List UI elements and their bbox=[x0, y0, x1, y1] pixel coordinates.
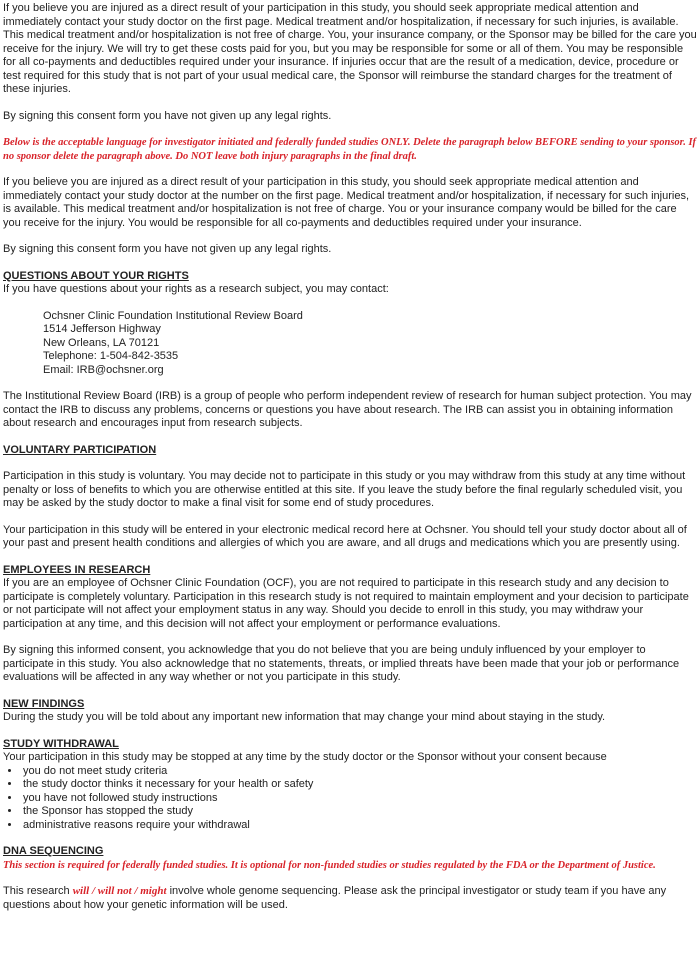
dna-sequencing-heading: DNA SEQUENCING bbox=[3, 845, 104, 857]
study-withdrawal-heading: STUDY WITHDRAWAL bbox=[3, 737, 119, 750]
dna-section-editor-note: This section is required for federally funded studies. It is optional for non-funded studies or studies regulated by the FDA or the Department of Justice. bbox=[3, 859, 656, 871]
injury-sponsor-paragraph: If you believe you are injured as a direct result of your participation in this study, you should seek appropriate medical attention and immediately contact your study doctor on the first page. Medical treatment and/or hospitalization, if necessary for such injuries, is available. This medical treatment and/or hospitalization is not free of charge. You, your insurance company, or the Sponsor may be billed for the care you receive for the injury. We will try to get these costs paid for you, but you may be responsible for some or all of them. You may be responsible for all co-payments and deductibles required under your insurance. If injuries occur that are the result of a medication, device, procedure or test required for this study that is not part of your usual medical care, the Sponsor will reimburse the standard charges for the treatment of these injuries. bbox=[3, 2, 697, 95]
withdrawal-reasons-list bbox=[3, 765, 697, 833]
withdrawal-reason-item: • you have not followed study instructions bbox=[21, 792, 697, 806]
employees-paragraph-1: If you are an employee of Ochsner Clinic Foundation (OCF), you are not required to participate in this research study and any decision to participate is completely voluntary. Participation in this research study is not required to maintain employment and your decision to participate or not participate will not affect your employment status in any way. Should you decide to enroll in this study, you may withdraw your participation at any time, and this decision will not affect your employment or performance evaluations. bbox=[3, 577, 689, 630]
dna-paragraph-suffix: involve whole genome sequencing. Please ask the principal investigator or study team if you have any questions about how your genetic information will be used. bbox=[3, 885, 667, 911]
irb-contact-block bbox=[43, 310, 697, 378]
injury-investigator-paragraph: If you believe you are injured as a direct result of your participation in this study, you should seek appropriate medical attention and immediately contact your study doctor at the number on the first page. Medical treatment and/or hospitalization, if necessary for such injuries, is available. This medical treatment and/or hospitalization is not free of charge. You or your insurance company would be billed for the care you receive for the injury. You would be responsible for all co-payments and deductibles required under your insurance. bbox=[3, 176, 690, 229]
dna-will-willnot-might-choice: will / will not / might bbox=[72, 885, 167, 897]
employees-in-research-heading: EMPLOYEES IN RESEARCH bbox=[3, 563, 151, 576]
employees-paragraph-2: By signing this informed consent, you acknowledge that you do not believe that you are being unduly influenced by your employer to participate in this study. You also acknowledge that no statements, threats, or implied threats have been made that your job or performance evaluations will be affected in any way whether or not you participate in this study. bbox=[3, 644, 680, 683]
study-withdrawal-intro: Your participation in this study may be stopped at any time by the study doctor or the Sponsor without your consent because bbox=[3, 751, 607, 763]
irb-phone-line: Telephone: 1-504-842-3535 bbox=[43, 350, 179, 362]
voluntary-participation-heading: VOLUNTARY PARTICIPATION bbox=[3, 443, 157, 456]
irb-org-line: Ochsner Clinic Foundation Institutional Review Board bbox=[43, 309, 303, 322]
irb-city-line: New Orleans, LA 70121 bbox=[43, 336, 160, 349]
legal-rights-statement-2: By signing this consent form you have not given up any legal rights. bbox=[3, 243, 332, 255]
questions-about-rights-heading: QUESTIONS ABOUT YOUR RIGHTS bbox=[3, 269, 189, 282]
legal-rights-statement-1: By signing this consent form you have not given up any legal rights. bbox=[3, 109, 332, 122]
dna-sequencing-paragraph bbox=[3, 885, 697, 912]
voluntary-participation-paragraph-2: Your participation in this study will be entered in your electronic medical record here at Ochsner. You should tell your study doctor about all of your past and present health conditions and allergies of which you are aware, and all drugs and medications which you are presently using. bbox=[3, 523, 687, 549]
withdrawal-reason-item: • you do not meet study criteria bbox=[21, 765, 697, 779]
irb-description-paragraph: The Institutional Review Board (IRB) is a group of people who perform independent review of research for human subject protection. You may contact the IRB to discuss any problems, concerns or questions you have about research. The IRB can assist you in obtaining information about research and encourages input from research subjects. bbox=[3, 390, 692, 429]
irb-email-line: Email: IRB@ochsner.org bbox=[43, 363, 164, 376]
withdrawal-reason-item: • the Sponsor has stopped the study bbox=[21, 805, 697, 819]
voluntary-participation-paragraph-1: Participation in this study is voluntary. You may decide not to participate in this study or you may withdraw from this study at any time without penalty or loss of benefits to which you are otherwise entitled at this site. If you leave the study before the final regularly scheduled visit, you may be asked by the study doctor to make a final visit for some end of study procedures. bbox=[3, 470, 686, 509]
questions-intro-text: If you have questions about your rights as a research subject, you may contact: bbox=[3, 283, 389, 295]
injury-language-editor-note: Below is the acceptable language for investigator initiated and federally funded studies ONLY. Delete the paragraph below BEFORE sending to your sponsor. If no sponsor delete the paragraph above. Do NOT leave both injury paragraphs in the final draft. bbox=[3, 137, 697, 162]
dna-paragraph-prefix: This research bbox=[3, 885, 73, 897]
withdrawal-reason-item: • the study doctor thinks it necessary for your health or safety bbox=[21, 778, 697, 792]
new-findings-paragraph: During the study you will be told about any important new information that may change your mind about staying in the study. bbox=[3, 711, 606, 723]
new-findings-heading: NEW FINDINGS bbox=[3, 697, 85, 710]
irb-street-line: 1514 Jefferson Highway bbox=[43, 323, 161, 335]
withdrawal-reason-item: • administrative reasons require your withdrawal bbox=[21, 819, 697, 833]
